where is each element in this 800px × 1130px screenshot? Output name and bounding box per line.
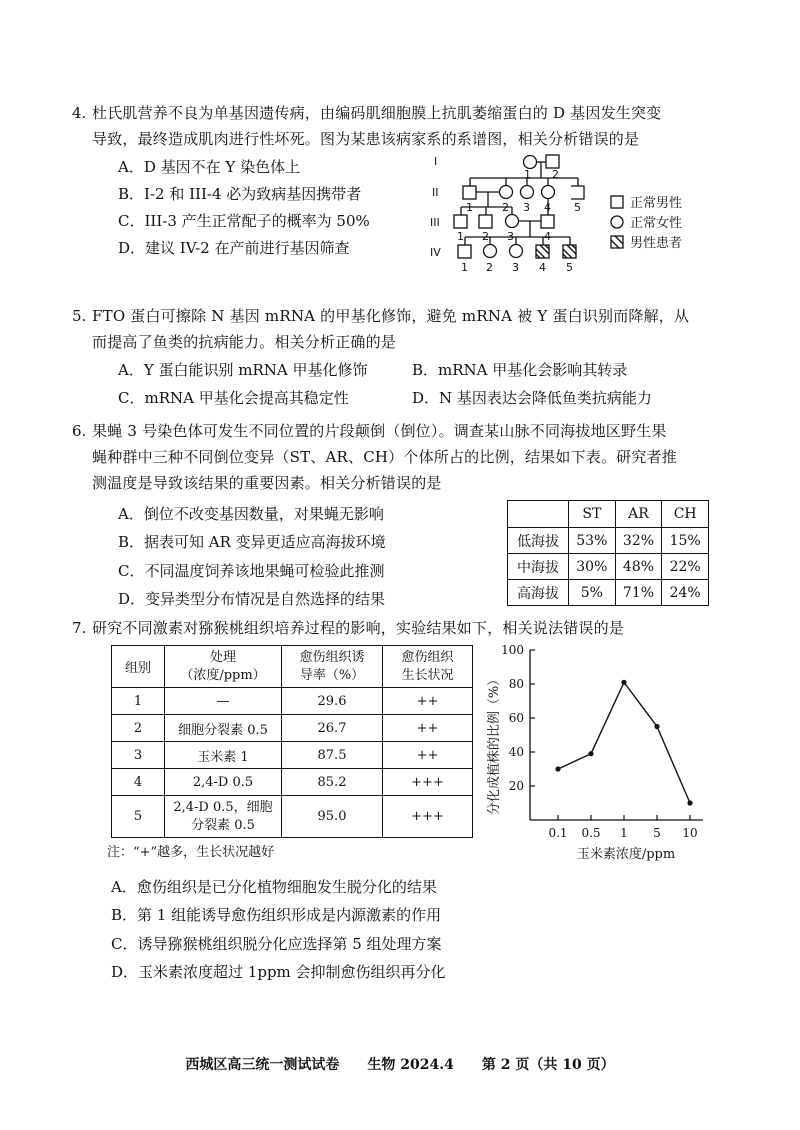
y-tick-label: 40 <box>508 745 524 759</box>
ped-i1-female <box>524 156 537 169</box>
ped-i2-male <box>546 155 559 168</box>
q6-number: 6. <box>72 422 87 440</box>
ped-label: 1 <box>457 230 464 243</box>
header-treatment <box>165 646 282 688</box>
q4-option-a: A．D 基因不在 Y 染色体上 <box>118 158 301 176</box>
y-tick-label: 80 <box>508 677 524 691</box>
ped-label: 3 <box>512 261 519 274</box>
ped-label: 1 <box>461 261 468 274</box>
table-row <box>508 528 709 554</box>
group-cell: 3 <box>112 742 165 769</box>
legend-normal-female: 正常女性 <box>630 216 683 231</box>
x-tick-label: 10 <box>682 826 698 840</box>
q5-option-a: A．Y 蛋白能识别 mRNA 甲基化修饰 <box>118 361 368 379</box>
ped-iv1-male <box>458 245 471 258</box>
inversion-table-corner <box>508 501 569 528</box>
gen-label-iv: IV <box>430 246 441 259</box>
table-row <box>112 796 473 838</box>
x-tick-label: 0.5 <box>581 826 601 840</box>
group-cell: 1 <box>112 688 165 715</box>
row-label: 高海拔 <box>508 580 569 606</box>
inversion-header-ar: AR <box>615 501 662 528</box>
treatment-cell: — <box>165 688 282 715</box>
growth-cell: +++ <box>383 796 473 838</box>
y-tick-label: 60 <box>508 711 524 725</box>
ped-label: 5 <box>574 201 581 214</box>
ped-iii1-male <box>454 215 467 228</box>
ped-iii2-male <box>479 215 492 228</box>
x-tick-label: 1 <box>620 826 628 840</box>
q5-number: 5. <box>72 307 87 325</box>
table-row <box>112 715 473 742</box>
header-treatment-line1: 处理 <box>209 649 236 665</box>
rate-cell: 29.6 <box>282 688 383 715</box>
data-point <box>555 766 560 771</box>
q6-option-a: A．倒位不改变基因数量，对果蝇无影响 <box>118 505 384 523</box>
header-growth-line1: 愈伤组织 <box>401 649 454 665</box>
q7-option-c: C．诱导猕猴桃组织脱分化应选择第 5 组处理方案 <box>111 935 442 953</box>
data-point <box>588 751 593 756</box>
ped-iv3-female <box>510 245 523 258</box>
header-growth <box>383 646 473 688</box>
legend-normal-female-icon <box>611 216 623 228</box>
legend-normal-male-icon <box>611 196 623 208</box>
q6-option-c: C．不同温度饲养该地果蝇可检验此推测 <box>118 562 385 580</box>
x-axis-label: 玉米素浓度/ppm <box>576 847 676 862</box>
table-row <box>112 769 473 796</box>
x-tick-label: 5 <box>653 826 661 840</box>
growth-cell: +++ <box>383 769 473 796</box>
group-cell: 5 <box>112 796 165 838</box>
hormone-table <box>111 645 473 838</box>
table-cell: 15% <box>662 528 709 554</box>
q4-option-d: D．建议 IV-2 在产前进行基因筛查 <box>118 239 350 257</box>
growth-cell: ++ <box>383 688 473 715</box>
header-growth-line2: 生长状况 <box>401 667 454 683</box>
ped-ii2-female <box>500 186 513 199</box>
zeatin-line-chart <box>478 640 728 870</box>
header-induction-rate <box>282 646 383 688</box>
data-point <box>621 680 626 685</box>
q7-option-d: D．玉米素浓度超过 1ppm 会抑制愈伤组织再分化 <box>111 963 446 981</box>
ped-ii4-female <box>542 186 555 199</box>
q4-number: 4. <box>72 104 87 122</box>
ped-iii4-male <box>541 215 554 228</box>
ped-label: 3 <box>523 201 530 214</box>
treatment-cell: 2,4-D 0.5 <box>165 769 282 796</box>
q4-stem-line1: 杜氏肌营养不良为单基因遗传病，由编码肌细胞膜上抗肌萎缩蛋白的 D 基因发生突变 <box>92 104 662 122</box>
ped-ii3-female <box>521 186 534 199</box>
pedigree-chart <box>420 145 760 295</box>
q5-stem-line1: FTO 蛋白可擦除 N 基因 mRNA 的甲基化修饰，避免 mRNA 被 Y 蛋白识别而降解，从 <box>92 307 690 325</box>
q6-stem-line1: 果蝇 3 号染色体可发生不同位置的片段颠倒（倒位）。调查某山脉不同海拔地区野生果 <box>92 422 667 440</box>
ped-label: 2 <box>486 261 493 274</box>
table-cell: 53% <box>569 528 616 554</box>
q6-option-b: B．据表可知 AR 变异更适应高海拔环境 <box>118 533 386 551</box>
legend-normal-male: 正常男性 <box>630 196 683 211</box>
table-cell: 22% <box>662 554 709 580</box>
ped-label: 2 <box>482 230 489 243</box>
y-tick-label: 20 <box>508 779 524 793</box>
ped-label: 1 <box>524 168 531 181</box>
q7-option-b: B．第 1 组能诱导愈伤组织形成是内源激素的作用 <box>111 906 442 924</box>
inversion-header-st: ST <box>569 501 616 528</box>
header-induction-line1: 愈伤组织诱 <box>299 649 365 665</box>
y-axis-label: 分化成植株的比例（%） <box>487 672 502 816</box>
q7-option-a: A．愈伤组织是已分化植物细胞发生脱分化的结果 <box>111 878 437 896</box>
ped-label: 5 <box>566 261 573 274</box>
legend-affected-male: 男性患者 <box>630 236 683 251</box>
treatment-cell: 细胞分裂素 0.5 <box>165 715 282 742</box>
table-cell: 48% <box>615 554 662 580</box>
q5-stem-line2: 而提高了鱼类的抗病能力。相关分析正确的是 <box>92 333 397 351</box>
ped-label: 4 <box>544 201 551 214</box>
rate-cell: 85.2 <box>282 769 383 796</box>
data-point <box>687 800 692 805</box>
page-footer: 西城区高三统一测试试卷 生物 2024.4 第 2 页（共 10 页） <box>185 1057 615 1073</box>
rate-cell: 26.7 <box>282 715 383 742</box>
treatment-line1: 2,4-D 0.5，细胞 <box>173 799 273 815</box>
rate-cell: 95.0 <box>282 796 383 838</box>
row-label: 中海拔 <box>508 554 569 580</box>
ped-iii3-female <box>506 215 519 228</box>
header-treatment-line2: （浓度/ppm） <box>180 667 266 683</box>
row-label: 低海拔 <box>508 528 569 554</box>
treatment-cell: 玉米素 1 <box>165 742 282 769</box>
gen-label-iii: III <box>430 216 440 229</box>
q6-stem-line3: 测温度是导致该结果的重要因素。相关分析错误的是 <box>92 474 442 492</box>
inversion-header-ch: CH <box>662 501 709 528</box>
table-cell: 30% <box>569 554 616 580</box>
q7-stem-line1: 研究不同激素对猕猴桃组织培养过程的影响，实验结果如下，相关说法错误的是 <box>92 619 625 637</box>
group-cell: 2 <box>112 715 165 742</box>
q7-note: 注：“+”越多，生长状况越好 <box>107 845 275 860</box>
table-row <box>112 742 473 769</box>
ped-label: 2 <box>502 201 509 214</box>
ped-iv2-female <box>484 245 497 258</box>
table-row <box>508 554 709 580</box>
q7-number: 7. <box>72 619 87 637</box>
growth-cell: ++ <box>383 715 473 742</box>
ped-ii5-male <box>571 186 584 199</box>
ped-label: 4 <box>544 230 551 243</box>
q5-option-d: D．N 基因表达会降低鱼类抗病能力 <box>412 389 652 407</box>
x-tick-label: 0.1 <box>548 826 568 840</box>
table-cell: 32% <box>615 528 662 554</box>
series-line <box>558 682 690 803</box>
ped-ii1-male <box>463 186 476 199</box>
gen-label-i: I <box>434 155 438 168</box>
header-induction-line2: 导率（%） <box>299 667 365 683</box>
table-cell: 71% <box>615 580 662 606</box>
treatment-line2: 分裂素 0.5 <box>191 817 255 833</box>
growth-cell: ++ <box>383 742 473 769</box>
q4-stem-line2: 导致，最终造成肌肉进行性坏死。图为某患该病家系的系谱图，相关分析错误的是 <box>92 130 640 148</box>
rate-cell: 87.5 <box>282 742 383 769</box>
ped-label: 1 <box>466 201 473 214</box>
group-cell: 4 <box>112 769 165 796</box>
q4-option-b: B．I-2 和 III-4 必为致病基因携带者 <box>118 185 362 203</box>
q6-option-d: D．变异类型分布情况是自然选择的结果 <box>118 590 386 608</box>
ped-label: 3 <box>507 230 514 243</box>
table-cell: 24% <box>662 580 709 606</box>
table-cell: 5% <box>569 580 616 606</box>
y-tick-label: 100 <box>501 643 524 657</box>
table-row <box>508 580 709 606</box>
q5-option-b: B．mRNA 甲基化会影响其转录 <box>412 361 628 379</box>
treatment-cell <box>165 796 282 838</box>
header-group: 组别 <box>112 646 165 688</box>
gen-label-ii: II <box>432 186 439 199</box>
inversion-table <box>507 500 709 606</box>
data-point <box>654 724 659 729</box>
q6-stem-line2: 蝇种群中三种不同倒位变异（ST、AR、CH）个体所占的比例，结果如下表。研究者推 <box>92 448 677 466</box>
table-row <box>112 688 473 715</box>
ped-label: 2 <box>552 168 559 181</box>
ped-label: 4 <box>539 261 546 274</box>
q5-option-c: C．mRNA 甲基化会提高其稳定性 <box>118 389 349 407</box>
q4-option-c: C．III-3 产生正常配子的概率为 50% <box>118 212 370 230</box>
